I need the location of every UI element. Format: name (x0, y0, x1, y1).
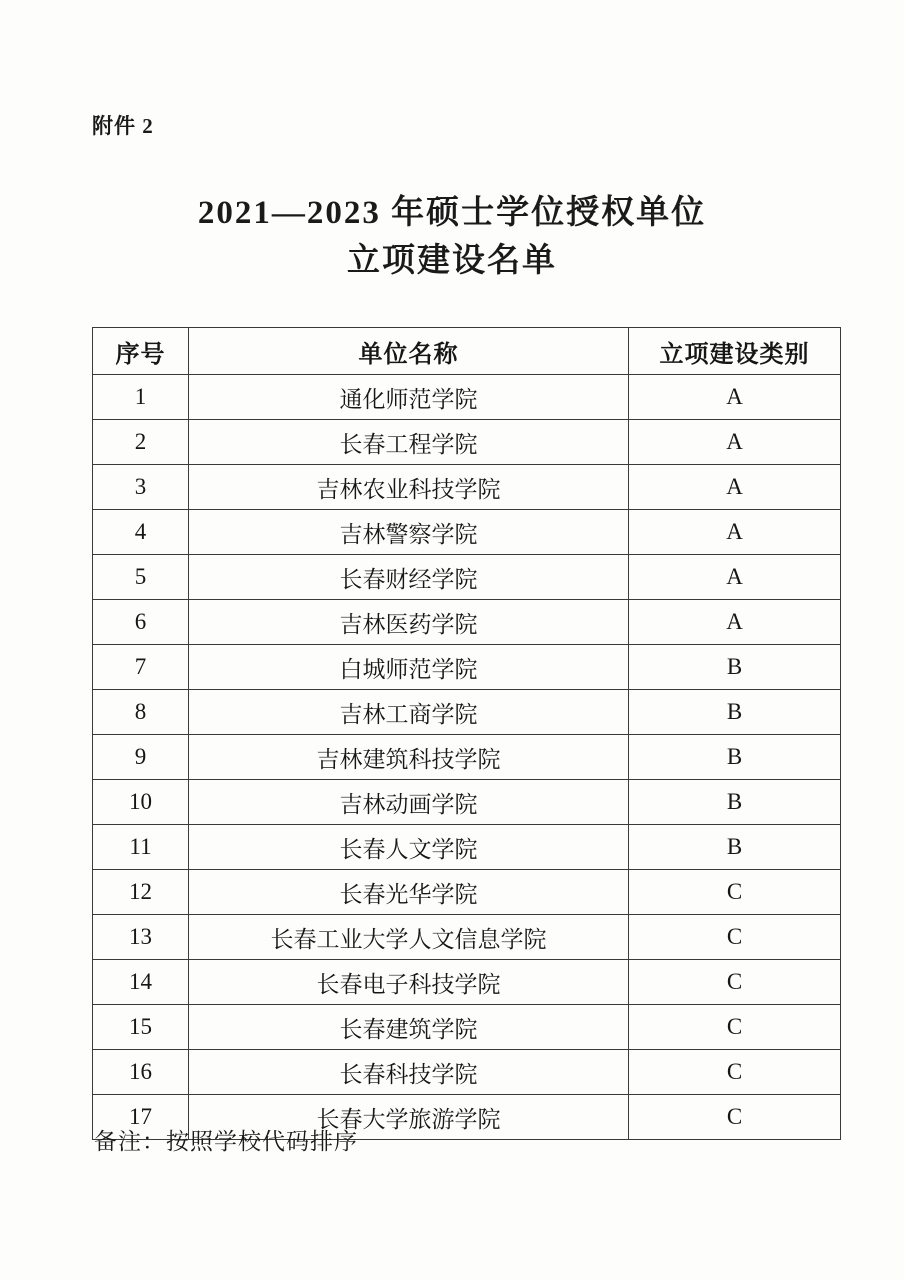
table-row (93, 780, 841, 825)
table-row (93, 1050, 841, 1095)
cell-category: A (629, 465, 841, 510)
cell-index: 7 (93, 645, 189, 690)
cell-index: 3 (93, 465, 189, 510)
column-header-index: 序号 (93, 328, 189, 375)
column-header-name: 单位名称 (189, 328, 629, 375)
table-row (93, 915, 841, 960)
table-row (93, 375, 841, 420)
cell-category: B (629, 780, 841, 825)
table-row (93, 600, 841, 645)
cell-name: 长春工业大学人文信息学院 (189, 915, 629, 960)
cell-name: 长春电子科技学院 (189, 960, 629, 1005)
page-title-line-2: 立项建设名单 (347, 242, 557, 279)
cell-index: 11 (93, 825, 189, 870)
cell-name: 长春财经学院 (189, 555, 629, 600)
cell-category: A (629, 375, 841, 420)
table-row (93, 555, 841, 600)
cell-name: 白城师范学院 (189, 645, 629, 690)
table-row (93, 735, 841, 780)
table-row (93, 960, 841, 1005)
cell-name: 长春建筑学院 (189, 1005, 629, 1050)
cell-name: 吉林建筑科技学院 (189, 735, 629, 780)
cell-name: 长春大学旅游学院 (189, 1095, 629, 1140)
cell-name: 通化师范学院 (189, 375, 629, 420)
cell-name: 长春科技学院 (189, 1050, 629, 1095)
table-row (93, 690, 841, 735)
cell-category: C (629, 1050, 841, 1095)
cell-category: C (629, 870, 841, 915)
cell-category: A (629, 510, 841, 555)
cell-index: 13 (93, 915, 189, 960)
page-title-line-1: 2021—2023 年硕士学位授权单位 (197, 195, 707, 231)
table-note: 备注：按照学校代码排序 (94, 1129, 358, 1154)
cell-index: 10 (93, 780, 189, 825)
column-header-category: 立项建设类别 (629, 328, 841, 375)
cell-index: 6 (93, 600, 189, 645)
cell-index: 15 (93, 1005, 189, 1050)
cell-name: 长春光华学院 (189, 870, 629, 915)
table-row (93, 870, 841, 915)
table-row (93, 1005, 841, 1050)
cell-index: 2 (93, 420, 189, 465)
cell-index: 8 (93, 690, 189, 735)
table-body (93, 375, 841, 1140)
cell-name: 吉林工商学院 (189, 690, 629, 735)
cell-category: C (629, 1095, 841, 1140)
cell-category: C (629, 1005, 841, 1050)
cell-name: 长春人文学院 (189, 825, 629, 870)
page-title (0, 190, 904, 286)
cell-name: 吉林动画学院 (189, 780, 629, 825)
cell-category: B (629, 825, 841, 870)
cell-index: 1 (93, 375, 189, 420)
program-list-table (92, 327, 841, 1140)
table-row (93, 510, 841, 555)
cell-category: B (629, 645, 841, 690)
table-row (93, 645, 841, 690)
attachment-label: 附件 2 (92, 114, 154, 138)
cell-category: B (629, 735, 841, 780)
cell-index: 14 (93, 960, 189, 1005)
cell-name: 吉林警察学院 (189, 510, 629, 555)
table-row (93, 465, 841, 510)
cell-category: A (629, 555, 841, 600)
cell-index: 16 (93, 1050, 189, 1095)
table-row (93, 420, 841, 465)
cell-category: A (629, 420, 841, 465)
cell-name: 吉林医药学院 (189, 600, 629, 645)
cell-name: 吉林农业科技学院 (189, 465, 629, 510)
cell-category: C (629, 960, 841, 1005)
table-header-row (93, 328, 841, 375)
cell-index: 12 (93, 870, 189, 915)
cell-category: A (629, 600, 841, 645)
table-row (93, 825, 841, 870)
cell-index: 5 (93, 555, 189, 600)
cell-index: 4 (93, 510, 189, 555)
cell-index: 9 (93, 735, 189, 780)
cell-index: 17 (93, 1095, 189, 1140)
cell-category: B (629, 690, 841, 735)
cell-name: 长春工程学院 (189, 420, 629, 465)
cell-category: C (629, 915, 841, 960)
